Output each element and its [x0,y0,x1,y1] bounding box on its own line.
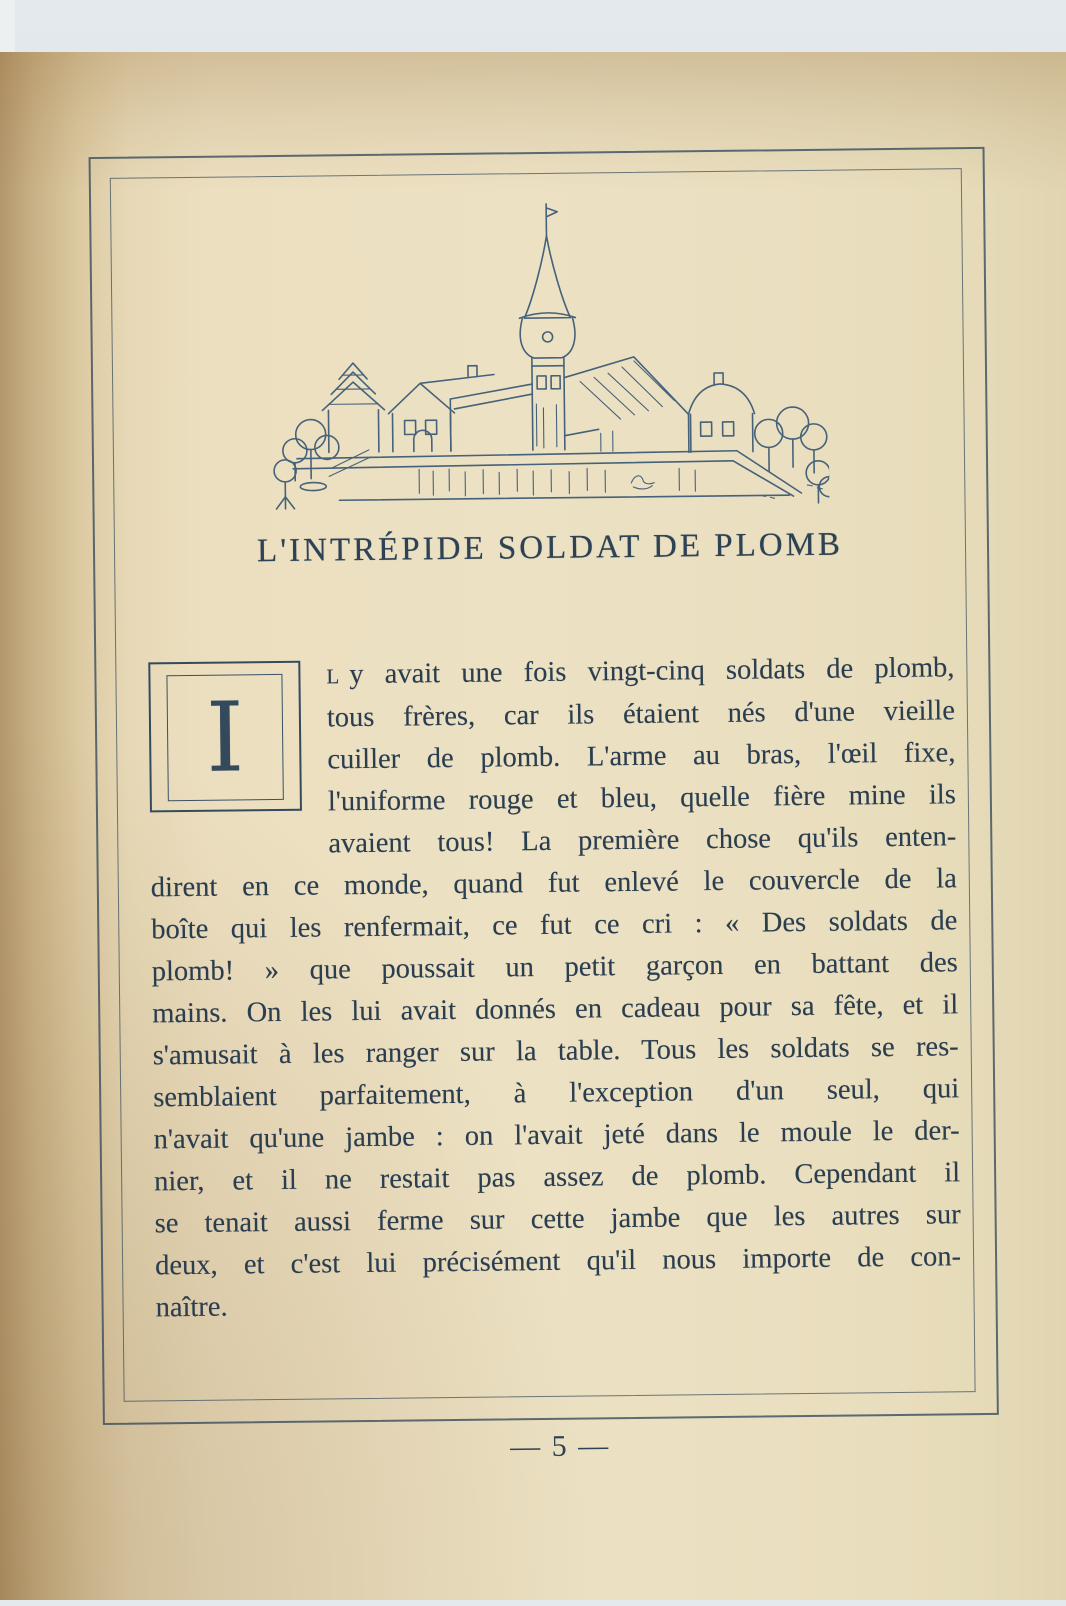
left-buildings [388,365,533,452]
drop-cap-inner-box [166,674,283,801]
church-spire [518,204,576,359]
church-tower [532,358,565,450]
mansard-house [688,373,755,453]
text-line: dirent en ce monde, quand fut enlevé le couvercle de la [150,863,957,904]
text-line: semblaient parfaitement, à l'exception d'un seul, qui [153,1073,960,1114]
text-line: avaient tous! La première chose qu'ils enten- [328,821,957,860]
text-line: l'uniforme rouge et bleu, quelle fière mine ils [327,779,957,818]
page-tilt-wrapper [0,46,1066,1606]
right-trees [754,407,829,504]
text-line: se tenait aussi ferme sur cette jambe que les autres sur [154,1199,961,1240]
left-trees [274,419,372,509]
tiered-tower [322,363,385,453]
text-line: n'avait qu'une jambe : on l'avait jeté dans le moule le der- [153,1115,960,1156]
terrace-and-moat [293,450,822,502]
text-line: plomb! » que poussait un petit garçon en battant des [151,947,958,988]
right-hall [564,356,689,453]
story-title: L'INTRÉPIDE SOLDAT DE PLOMB [256,526,844,570]
castle-illustration [266,195,829,511]
book-page [0,52,1066,1600]
page-number: — 5 — [510,1429,611,1464]
text-line: boîte qui les renfermait, ce fut ce cri : « Des soldats de [151,905,958,946]
small-cap-letter: L [326,664,341,689]
text-line: mains. On les lui avait donnés en cadeau pour sa fête, et il [152,989,959,1030]
drop-cap-box [148,661,302,813]
page-content [143,157,962,1329]
drop-cap-letter: I [205,681,245,794]
text-line: cuiller de plomb. L'arme au bras, l'œil fixe, [327,737,956,776]
text-line: naître. [155,1291,228,1324]
story-paragraph [148,647,962,1329]
text-line-content: y avait une fois vingt-cinq soldats de plomb, [349,652,955,691]
text-line: deux, et c'est lui précisément qu'il nous importe de con- [154,1241,962,1282]
text-line: s'amusait à les ranger sur la table. Tous les soldats se res- [152,1031,959,1072]
text-line: nier, et il ne restait pas assez de plomb. Cependant il [153,1157,961,1198]
text-line: tous frères, car ils étaient nés d'une vieille [326,695,956,734]
